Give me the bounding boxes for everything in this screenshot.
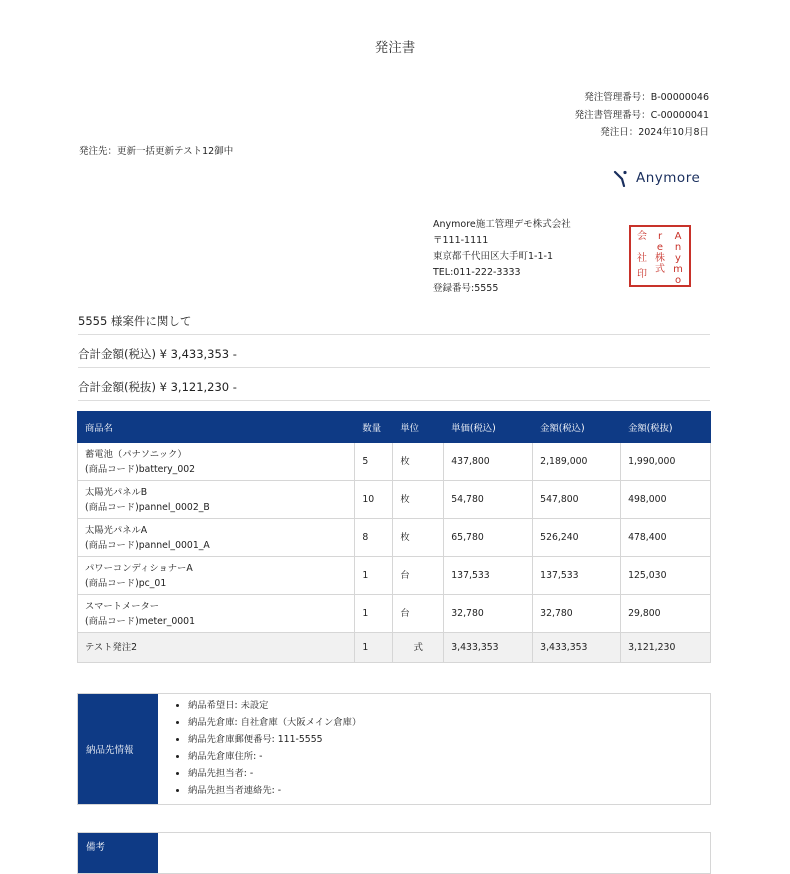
item-unit: 台 (393, 595, 444, 633)
item-name-cell (78, 557, 355, 595)
item-unit: 枚 (393, 443, 444, 481)
item-price: 137,533 (444, 557, 533, 595)
order-date: 発注日：2024年10月8日 (600, 127, 709, 138)
item-amount-excl: 1,990,000 (621, 443, 711, 481)
table-header-row (78, 412, 711, 443)
item-code: (商品コード)battery_002 (85, 463, 196, 475)
item-unit: 台 (393, 557, 444, 595)
item-name-cell (78, 595, 355, 633)
item-name-cell (78, 481, 355, 519)
company-address: 東京都千代田区大手町1-1-1 (433, 251, 553, 262)
order-mgmt-no: 発注管理番号：B-00000046 (584, 92, 709, 103)
item-name: 太陽光パネルB (85, 486, 148, 498)
delivery-date: • 納品希望日: 未設定 (188, 697, 361, 714)
total-unit: 式 (393, 633, 444, 663)
item-amount-incl: 32,780 (533, 595, 621, 633)
item-unit: 枚 (393, 481, 444, 519)
items-table (77, 411, 711, 663)
item-price: 65,780 (444, 519, 533, 557)
item-price: 32,780 (444, 595, 533, 633)
company-postal: 〒111-1111 (433, 235, 489, 246)
po-mgmt-no: 発注書管理番号：C-00000041 (574, 109, 709, 121)
svg-text:会: 会 (637, 231, 647, 242)
table-row (78, 443, 711, 481)
table-row (78, 557, 711, 595)
total-incl-tax: 合計金額(税込) ¥ 3,433,353 - (78, 343, 710, 368)
item-name: パワーコンディショナーA (85, 562, 193, 574)
total-excl-tax: 合計金額(税抜) ¥ 3,121,230 - (78, 376, 710, 401)
item-amount-excl: 498,000 (621, 481, 711, 519)
svg-text:y: y (675, 253, 681, 264)
total-amount-incl: 3,433,353 (533, 633, 621, 663)
item-qty: 8 (355, 519, 393, 557)
item-name: 蓄電池（パナソニック） (85, 448, 187, 460)
delivery-info-label: 納品先情報 (78, 694, 158, 804)
col-header-name: 商品名 (78, 412, 355, 443)
svg-text:o: o (674, 275, 682, 286)
company-info (433, 217, 571, 297)
table-row (78, 595, 711, 633)
item-code: (商品コード)pannel_0001_A (85, 539, 210, 551)
subject-line: 5555 様案件に関して (78, 310, 710, 335)
svg-text:r: r (657, 231, 663, 242)
table-row (78, 481, 711, 519)
item-code: (商品コード)meter_0001 (85, 615, 196, 627)
item-amount-excl: 29,800 (621, 595, 711, 633)
item-name-cell (78, 519, 355, 557)
item-name-cell (78, 443, 355, 481)
item-amount-incl: 526,240 (533, 519, 621, 557)
delivery-info-box (77, 693, 711, 805)
table-row (78, 519, 711, 557)
item-code: (商品コード)pc_01 (85, 577, 167, 589)
total-qty: 1 (355, 633, 393, 663)
company-logo (613, 169, 700, 187)
document-title: 発注書 (374, 40, 416, 56)
remarks-box (77, 832, 711, 874)
item-qty: 5 (355, 443, 393, 481)
col-header-unit: 単位 (393, 412, 444, 443)
svg-text:印: 印 (637, 269, 647, 280)
delivery-warehouse: • 納品先倉庫: 自社倉庫（大阪メイン倉庫） (188, 714, 361, 731)
total-price: 3,433,353 (444, 633, 533, 663)
delivery-info-body (158, 694, 361, 804)
total-name: テスト発注2 (78, 633, 355, 663)
item-amount-incl: 2,189,000 (533, 443, 621, 481)
item-amount-excl: 125,030 (621, 557, 711, 595)
col-header-amount-incl: 金額(税込) (533, 412, 621, 443)
col-header-unit-price: 単価(税込) (444, 412, 533, 443)
delivery-contact-phone: • 納品先担当者連絡先: - (188, 782, 361, 799)
col-header-qty: 数量 (355, 412, 393, 443)
remarks-label: 備考 (78, 833, 158, 873)
logo-text: Anymore (636, 170, 701, 186)
remarks-body (158, 833, 176, 873)
item-amount-excl: 478,400 (621, 519, 711, 557)
svg-text:社: 社 (637, 253, 647, 264)
order-destination: 発注先：更新一括更新テスト12御中 (79, 146, 234, 157)
total-amount-excl: 3,121,230 (621, 633, 711, 663)
item-qty: 1 (355, 595, 393, 633)
company-name: Anymore施工管理デモ株式会社 (433, 219, 571, 230)
delivery-address: • 納品先倉庫住所: - (188, 748, 361, 765)
delivery-postal: • 納品先倉庫郵便番号: 111-5555 (188, 731, 361, 748)
item-qty: 1 (355, 557, 393, 595)
item-code: (商品コード)pannel_0002_B (85, 501, 210, 513)
item-price: 54,780 (444, 481, 533, 519)
item-amount-incl: 547,800 (533, 481, 621, 519)
svg-text:A: A (674, 231, 682, 242)
item-name: スマートメーター (85, 600, 160, 612)
item-price: 437,800 (444, 443, 533, 481)
svg-text:m: m (673, 264, 683, 275)
company-seal-icon (629, 225, 691, 287)
item-amount-incl: 137,533 (533, 557, 621, 595)
delivery-contact: • 納品先担当者: - (188, 765, 361, 782)
svg-text:株: 株 (655, 253, 665, 264)
table-total-row (78, 633, 711, 663)
delivery-info-list (176, 697, 361, 799)
order-meta (575, 89, 709, 142)
anymore-logo-icon (613, 169, 631, 187)
svg-text:e: e (656, 242, 664, 253)
item-unit: 枚 (393, 519, 444, 557)
item-qty: 10 (355, 481, 393, 519)
svg-text:n: n (674, 242, 682, 253)
item-name: 太陽光パネルA (85, 524, 148, 536)
svg-text:式: 式 (655, 264, 665, 275)
company-tel: TEL:011-222-3333 (433, 267, 521, 278)
col-header-amount-excl: 金額(税抜) (621, 412, 711, 443)
company-reg-no: 登録番号:5555 (433, 283, 499, 294)
